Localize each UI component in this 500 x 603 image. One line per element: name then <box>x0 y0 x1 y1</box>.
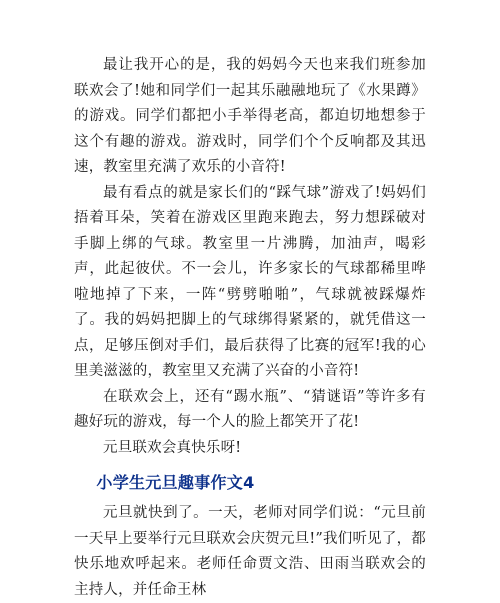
paragraph-2: 最有看点的就是家长们的“踩气球”游戏了!妈妈们捂着耳朵，笑着在游戏区里跑来跑去，努力想踩破对手脚上绑的气球。教室里一片沸腾，加油声，喝彩声，此起彼伏。不一会儿，许多家长的气球都稀里哗啦地掉了下来，一阵“劈劈啪啪”，气球就被踩爆炸了。我的妈妈把脚上的气球绑得紧紧的，就凭借这一点，足够压倒对手们，最后获得了比赛的冠军!我的心里美滋滋的，教室里又充满了兴奋的小音符! <box>74 184 426 379</box>
section-heading: 小学生元旦趣事作文4 <box>96 473 255 492</box>
paragraph-3: 在联欢会上，还有“踢水瓶”、“猜谜语”等许多有趣好玩的游戏，每一个人的脸上都笑开了花! <box>74 388 426 430</box>
paragraph-5: 元旦就快到了。一天，老师对同学们说：“元旦前一天早上要举行元旦联欢会庆贺元旦!”我们听见了，都快乐地欢呼起来。老师任命贾文浩、田雨当联欢会的主持人，并任命王林 <box>74 505 426 598</box>
paragraph-1: 最让我开心的是，我的妈妈今天也来我们班参加联欢会了!她和同学们一起其乐融融地玩了《水果蹲》的游戏。同学们都把小手举得老高，都迫切地想参于这个有趣的游戏。游戏时，同学们个个反响都及其迅速，教室里充满了欢乐的小音符! <box>74 57 426 175</box>
document-body <box>74 53 426 603</box>
paragraph-4: 元旦联欢会真快乐呀! <box>103 439 242 456</box>
